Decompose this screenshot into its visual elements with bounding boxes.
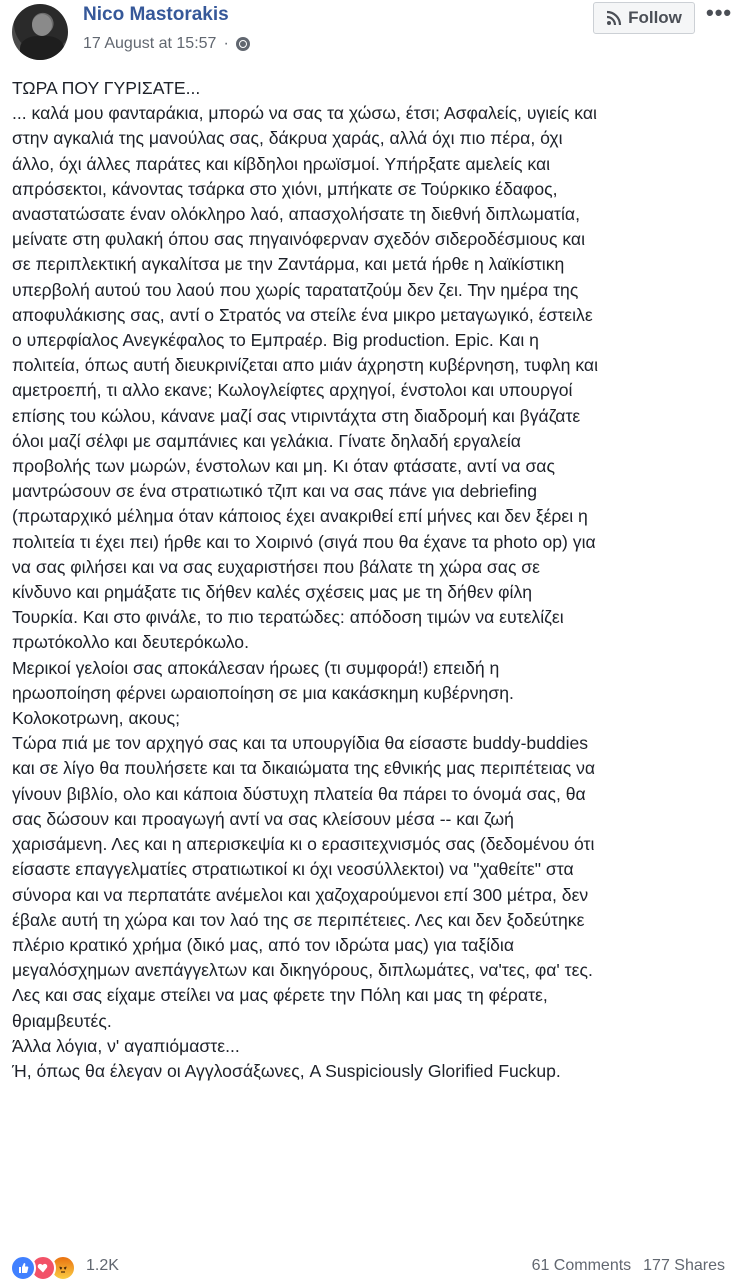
post-text-line: άλλο, όχι άλλες παράτες και κίβδηλοι ηρωϊσμοί. Υπήρξατε αμελείς και xyxy=(12,153,551,174)
post-text-line: Ή, όπως θα έλεγαν οι Αγγλοσάξωνες, A Suspiciously Glorified Fuckup. xyxy=(12,1060,561,1081)
comments-count[interactable]: 61 Comments xyxy=(531,1257,632,1274)
post-text-line: ο υπερφίαλος Ανεγκέφαλος το Εμπραέρ. Big production. Epic. Και η xyxy=(12,330,539,351)
post-text-line: είσαστε επαγγελματίες στρατιωτικοί κι όχι νεοσύλλεκτοι) να "χαθείτε" στα xyxy=(12,859,574,880)
post-text-line: έβαλε αυτή τη χώρα και τον λαό της σε περιπέτειες. Λες και δεν ξοδεύτηκε xyxy=(12,909,585,930)
post-text-line: πλέριο κρατικό χρήμα (δικό μας, από τον ιδρώτα μας) για ταξίδια xyxy=(12,934,515,955)
post-text-line: γίνουν βιβλίο, ολο και κάποια δύστυχη πλατεία θα πάρει το όνομά σας, θα xyxy=(12,783,586,804)
post-text-line: μαντρώσουν σε ένα στρατιωτικό τζιπ και να σας πάνε για debriefing xyxy=(12,481,537,502)
post-text-line: όλοι μαζί σέλφι με σαμπάνιες και γελάκια. Γίνατε δηλαδή εργαλεία xyxy=(12,430,521,451)
post-text-line: υπερβολή αυτού του λαού που χωρίς ταρατατζούμ δεν ζει. Την ημέρα της xyxy=(12,279,579,300)
post-stats xyxy=(532,1257,725,1275)
post-text-line: μείνατε στη φυλακή όπου σας πηγαινόφερναν σχεδόν σιδεροδέσμιους και xyxy=(12,229,586,250)
post-text-line: Λες και σας είχαμε στείλει να μας φέρετε την Πόλη και μας τη φέρατε, xyxy=(12,985,548,1006)
avatar-body xyxy=(20,36,64,60)
post-text-line: ηρωοποίηση φέρνει ωραιοποίηση σε μια κακάσκημη κυβέρνηση. xyxy=(12,682,514,703)
post-text-line: κίνδυνο και ρημάξατε τις δήθεν καλές σχέσεις μας με τη δήθεν φίλη xyxy=(12,582,533,603)
author-name[interactable]: Nico Mastorakis xyxy=(83,4,229,25)
post-text-line: Κολοκοτρωνη, ακους; xyxy=(12,708,180,729)
like-reaction-icon xyxy=(10,1255,36,1281)
post-text-line: Μερικοί γελοίοι σας αποκάλεσαν ήρωες (τι συμφορά!) επειδή η xyxy=(12,657,500,678)
post-text-line: επίσης του κώλου, κάνανε μαζί σας ντιριντάχτα στη διαδρομή και βγάζατε xyxy=(12,405,581,426)
post-text-line: σύνορα και να περπατάτε ανέμελοι και χαζοχαρούμενοι επί 300 μέτρα, δεν xyxy=(12,884,589,905)
post-text-line: σε περιπλεκτική αγκαλίτσα με την Ζαντάρμα, και μετά ήρθε η λαϊκίστικη xyxy=(12,254,565,275)
post-body xyxy=(12,76,728,1084)
post-text-line: στην αγκαλιά της μανούλας σας, δάκρυα χαράς, αλλά όχι πιο πέρα, όχι xyxy=(12,128,563,149)
post-text-line: Τουρκία. Και στο φινάλε, το πιο τερατώδες: απόδοση τιμών να ευτελίζει xyxy=(12,607,564,628)
post-text-line: (πρωταρχικό μέλημα όταν κάποιος έχει ανακριθεί επί μήνες και δεν ξέρει η xyxy=(12,506,588,527)
shares-count[interactable]: 177 Shares xyxy=(643,1257,725,1274)
post-text-line: αμετροεπή, τι αλλο εκανε; Κωλογλείφτες αρχηγοί, ένστολοι και υπουργοί xyxy=(12,380,573,401)
post-text-line: πολιτεία, όπως αυτή διευκρινίζεται απο μιάν άχρηστη κυβέρνηση, τυφλη και xyxy=(12,355,598,376)
post-text-line: αναστατώσατε έναν ολόκληρο λαό, απασχολήσατε τη διεθνή διπλωματία, xyxy=(12,204,580,225)
avatar-face xyxy=(32,14,52,36)
post-text-line: πρωτόκολλο και δευτερόκωλο. xyxy=(12,632,249,653)
reactions-count[interactable]: 1.2K xyxy=(86,1257,119,1274)
post-text-line: θριαμβευτές. xyxy=(12,1010,112,1031)
post-footer xyxy=(0,1253,735,1283)
timestamp[interactable]: 17 August at 15:57 xyxy=(83,35,217,52)
post-text-line: χαρισάμενη. Λες και η απερισκεψία κι ο ερασιτεχνισμός σας (δεδομένου ότι xyxy=(12,834,595,855)
globe-icon[interactable] xyxy=(236,37,250,51)
post-text-line: μεγαλόσχημων ανεπάγγελτων και δικηγόρους, διπλωμάτες, να'τες, φα' τες. xyxy=(12,960,593,981)
avatar[interactable] xyxy=(12,4,68,60)
post-text-line: Άλλα λόγια, ν' αγαπιόμαστε... xyxy=(12,1035,240,1056)
post-text-line: να σας φιλήσει και να σας ευχαριστήσει που βάλατε τη χώρα σας σε xyxy=(12,556,541,577)
post-text-line: ΤΩΡΑ ΠΟΥ ΓΥΡΙΣΑΤΕ... xyxy=(12,78,201,98)
post-text-line: προβολής των μωρών, ένστολων και μη. Κι όταν φτάσατε, αντί να σας xyxy=(12,456,555,477)
post-meta xyxy=(83,35,250,53)
post-text-line: αποφυλάκισης σας, αντί ο Στρατός να στείλε ένα μικρο μεταγωγικό, έστειλε xyxy=(12,304,593,325)
post-text-line: σας δώσουν και προαγωγή αντί να σας κλείσουν μέσα -- και ζωή xyxy=(12,808,514,829)
post-text-line: Τώρα πιά με τον αρχηγό σας και τα υπουργίδια θα είσαστε buddy-buddies xyxy=(12,733,589,754)
dot-separator: · xyxy=(223,35,229,52)
follow-label: Follow xyxy=(628,8,682,27)
more-options-icon[interactable]: ••• xyxy=(706,0,733,25)
post-text-line: πολιτεία τι έχει πει) ήρθε και το Χοιρινό (σιγά που θα έχανε τα photo op) για xyxy=(12,531,596,552)
post-text-line: απρόσεκτοι, κάνοντας τσάρκα στο χιόνι, μπήκατε σε Τούρκικο έδαφος, xyxy=(12,178,558,199)
reactions-icons[interactable] xyxy=(10,1255,70,1281)
follow-button[interactable] xyxy=(593,2,695,34)
rss-icon xyxy=(606,10,622,26)
post-text-line: ... καλά μου φανταράκια, μπορώ να σας τα χώσω, έτσι; Ασφαλείς, υγιείς και xyxy=(12,103,597,124)
post-text-line: και σε λίγο θα πουλήσετε και τα δικαιώματα της εθνικής μας περιπέτειας να xyxy=(12,758,596,779)
